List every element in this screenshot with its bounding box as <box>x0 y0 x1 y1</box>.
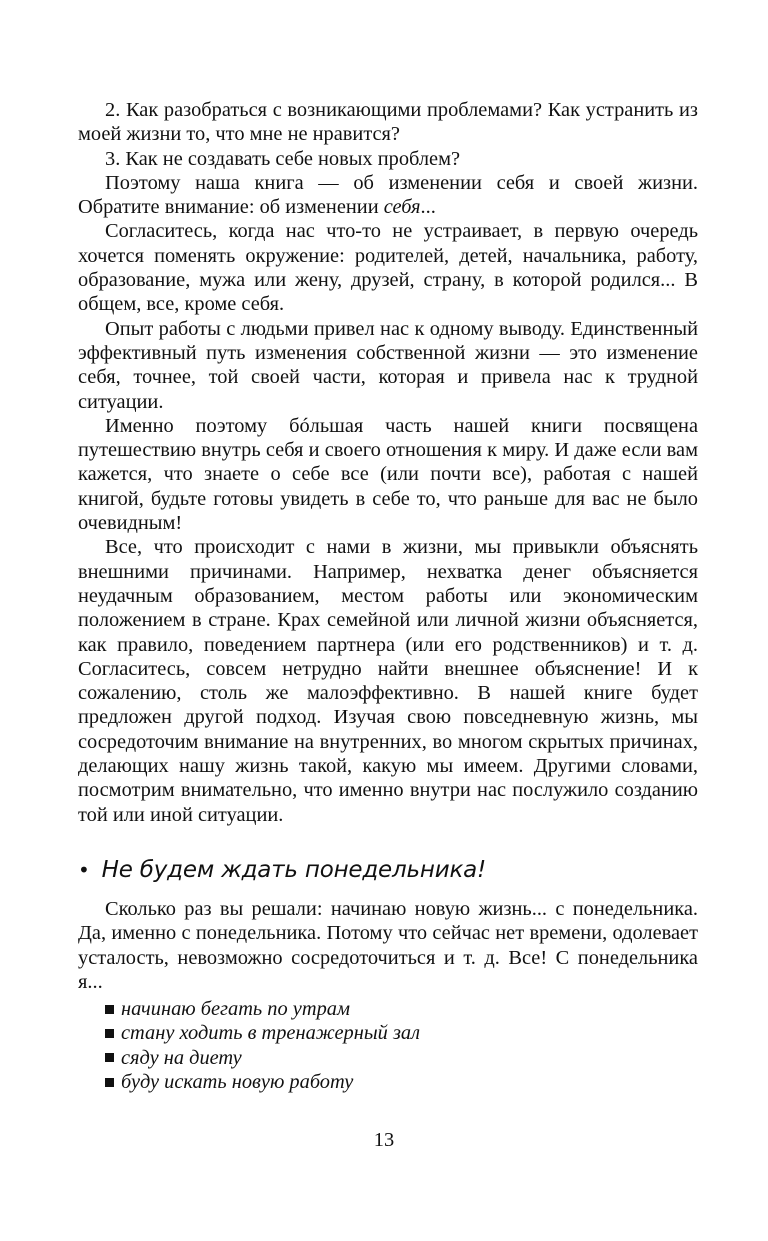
list-item-text: сяду на диету <box>121 1046 242 1069</box>
square-bullet-icon <box>105 1078 114 1087</box>
list-item <box>105 1021 698 1045</box>
paragraph-book-purpose <box>78 171 698 220</box>
heading-text: Не будем ждать понедельника! <box>101 856 487 883</box>
ellipsis: ... <box>420 196 436 219</box>
paragraph-journey: Именно поэтому бóльшая часть нашей книги посвящена путешествию внутрь себя и своего отношения к миру. И даже если вам кажется, что знаете о себе все (или почти все), работая с нашей книгой, будьте готовы увидеть в себе то, что раньше для вас не было очевидным! <box>78 414 698 535</box>
paragraph-experience: Опыт работы с людьми привел нас к одному выводу. Единственный эффективный путь изменения собственной жизни — это изменение себя, точнее, той своей части, которая и привела нас к трудной ситуации. <box>78 317 698 413</box>
page-content <box>78 98 698 1094</box>
paragraph-external-causes: Все, что происходит с нами в жизни, мы привыкли объяснять внешними причинами. Например, нехватка денег объясняется неудачным образованием, местом работы или экономическим положением в стране. Крах семейной или личной жизни объясняется, как правило, поведением партнера (или его родственников) и т. д. Согласитесь, совсем нетрудно найти внешнее объяснение! И к сожалению, столь же малоэффективно. В нашей книге будет предложен другой подход. Изучая свою повседневную жизнь, мы сосредоточим внимание на внутренних, во многом скрытых причинах, делающих нашу жизнь такой, какую мы имеем. Другими словами, посмотрим внимательно, что именно внутри нас послужило созданию той или иной ситуации. <box>78 536 698 826</box>
paragraph-environment: Согласитесь, когда нас что-то не устраивает, в первую очередь хочется поменять окружение: родителей, детей, начальника, работу, образование, мужа или жену, друзей, страну, в которой родился... В общем, все, кроме себя. <box>78 220 698 316</box>
list-item-text: буду искать новую работу <box>121 1070 354 1093</box>
section-heading <box>78 855 698 885</box>
emphasis-self: себя <box>383 196 421 219</box>
heading-bullet: • <box>78 857 90 882</box>
paragraph-monday: Сколько раз вы решали: начинаю новую жизнь... с понедельника. Да, именно с понедельника. Потому что сейчас нет времени, одолевает усталость, невозможно сосредоточиться и т. д. Все! С понедельника я... <box>78 897 698 993</box>
list-item <box>105 997 698 1021</box>
square-bullet-icon <box>105 1005 114 1014</box>
square-bullet-icon <box>105 1029 114 1038</box>
list-item-text: начинаю бегать по утрам <box>121 998 350 1021</box>
bullet-list <box>78 997 698 1094</box>
square-bullet-icon <box>105 1053 114 1062</box>
list-item <box>105 1046 698 1070</box>
paragraph-question-2: 2. Как разобраться с возникающими проблемами? Как устранить из моей жизни то, что мне не нравится? <box>78 99 698 146</box>
paragraph-question-3: 3. Как не создавать себе новых проблем? <box>105 147 461 170</box>
paragraph-book-purpose-text: Поэтому наша книга — об изменении себя и своей жизни. Обратите внимание: об изменении <box>78 171 698 219</box>
list-item <box>105 1070 698 1094</box>
page-number: 13 <box>373 1129 395 1151</box>
list-item-text: стану ходить в тренажерный зал <box>121 1022 420 1045</box>
